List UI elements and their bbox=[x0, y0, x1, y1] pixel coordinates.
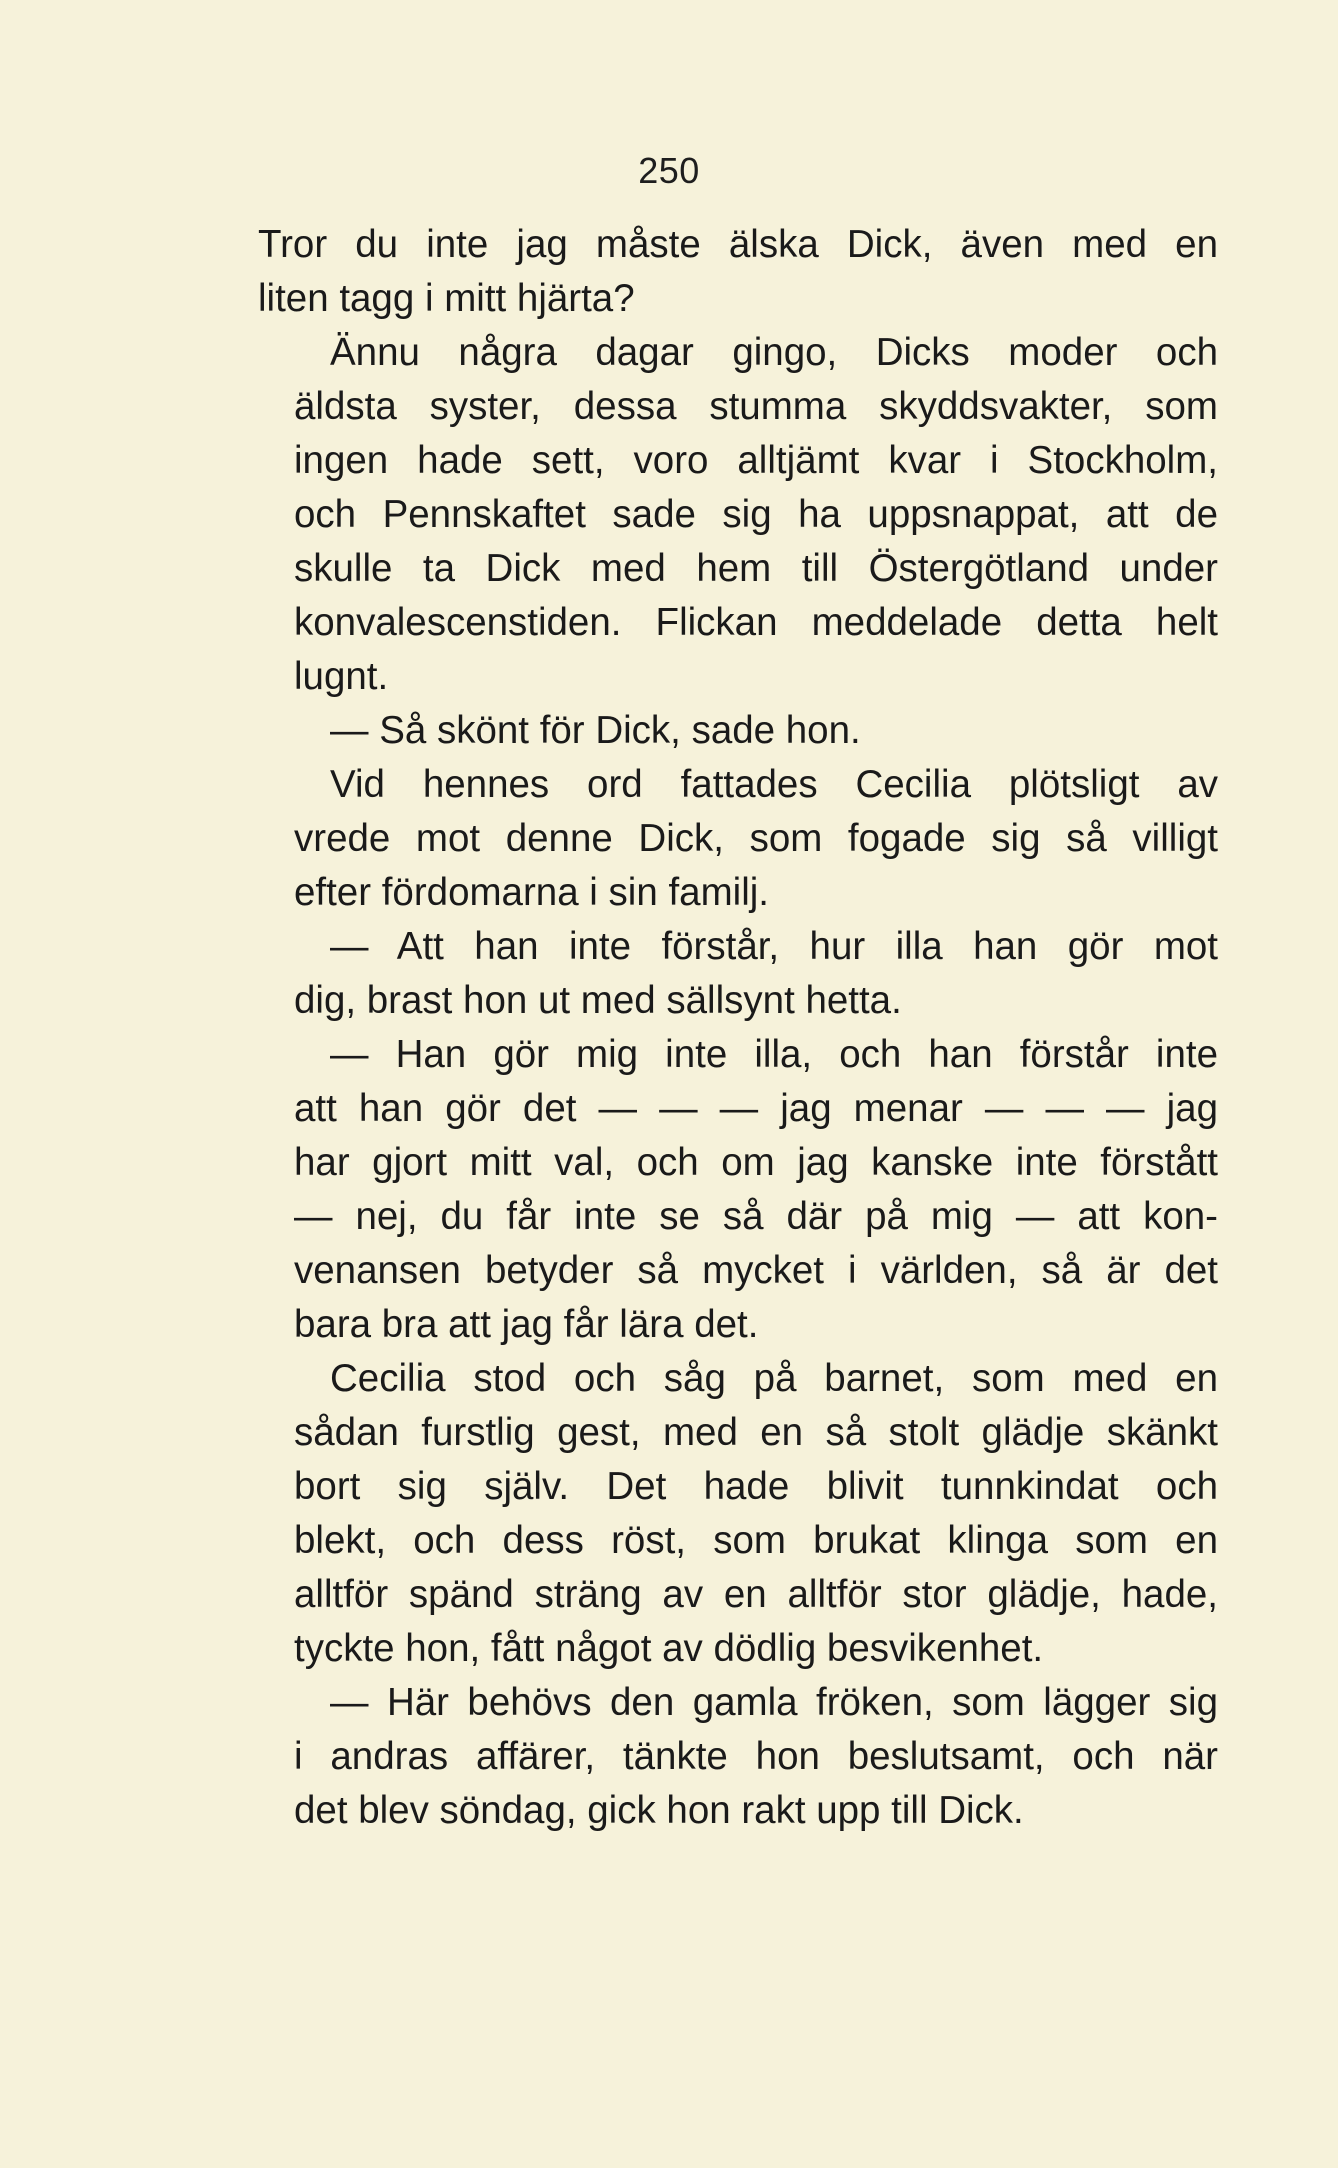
text-line: ingen hade sett, voro alltjämt kvar i Stockholm, bbox=[294, 439, 1218, 482]
text-line: Vid hennes ord fattades Cecilia plötsligt av bbox=[330, 763, 1218, 806]
text-line: blekt, och dess röst, som brukat klinga som en bbox=[294, 1519, 1218, 1562]
paragraph-7 bbox=[258, 1352, 1218, 1676]
text-line: äldsta syster, dessa stumma skyddsvakter, som bbox=[294, 385, 1218, 428]
text-line: bort sig själv. Det hade blivit tunnkindat och bbox=[294, 1465, 1218, 1508]
text-line: har gjort mitt val, och om jag kanske inte förstått bbox=[294, 1141, 1218, 1184]
page-number: 250 bbox=[638, 150, 700, 191]
text-line: — Han gör mig inte illa, och han förstår inte bbox=[330, 1033, 1218, 1076]
paragraph-4 bbox=[258, 758, 1218, 920]
paragraph-5 bbox=[258, 920, 1218, 1028]
paragraph-2 bbox=[258, 326, 1218, 704]
text-line: dig, brast hon ut med sällsynt hetta. bbox=[294, 979, 902, 1022]
text-line: bara bra att jag får lära det. bbox=[294, 1303, 759, 1346]
text-line: liten tagg i mitt hjärta? bbox=[258, 277, 635, 320]
text-line: venansen betyder så mycket i världen, så är det bbox=[294, 1249, 1218, 1292]
text-line: och Pennskaftet sade sig ha uppsnappat, att de bbox=[294, 493, 1218, 536]
text-line: konvalescenstiden. Flickan meddelade detta helt bbox=[294, 601, 1218, 644]
text-line: skulle ta Dick med hem till Östergötland under bbox=[294, 547, 1218, 590]
body-text bbox=[258, 218, 1218, 1838]
text-line: efter fördomarna i sin familj. bbox=[294, 871, 770, 914]
text-line: — nej, du får inte se så där på mig — att kon- bbox=[294, 1195, 1218, 1238]
text-line: sådan furstlig gest, med en så stolt glädje skänkt bbox=[294, 1411, 1218, 1454]
text-line: Tror du inte jag måste älska Dick, även med en bbox=[258, 223, 1218, 266]
text-line: det blev söndag, gick hon rakt upp till Dick. bbox=[294, 1789, 1024, 1832]
text-line: — Här behövs den gamla fröken, som lägger sig bbox=[330, 1681, 1218, 1724]
text-line: Ännu några dagar gingo, Dicks moder och bbox=[330, 331, 1218, 374]
text-line: — Så skönt för Dick, sade hon. bbox=[330, 709, 861, 752]
text-line: — Att han inte förstår, hur illa han gör mot bbox=[330, 925, 1218, 968]
text-line: alltför spänd sträng av en alltför stor glädje, hade, bbox=[294, 1573, 1218, 1616]
paragraph-8 bbox=[258, 1676, 1218, 1838]
text-line: i andras affärer, tänkte hon beslutsamt, och när bbox=[294, 1735, 1218, 1778]
text-line: att han gör det — — — jag menar — — — jag bbox=[294, 1087, 1218, 1130]
text-line: tyckte hon, fått något av dödlig besvikenhet. bbox=[294, 1627, 1044, 1670]
text-line: lugnt. bbox=[294, 655, 389, 698]
paragraph-1 bbox=[258, 218, 1218, 326]
text-line: Cecilia stod och såg på barnet, som med en bbox=[330, 1357, 1218, 1400]
paragraph-6 bbox=[258, 1028, 1218, 1352]
paragraph-3 bbox=[258, 704, 1218, 758]
text-line: vrede mot denne Dick, som fogade sig så villigt bbox=[294, 817, 1218, 860]
